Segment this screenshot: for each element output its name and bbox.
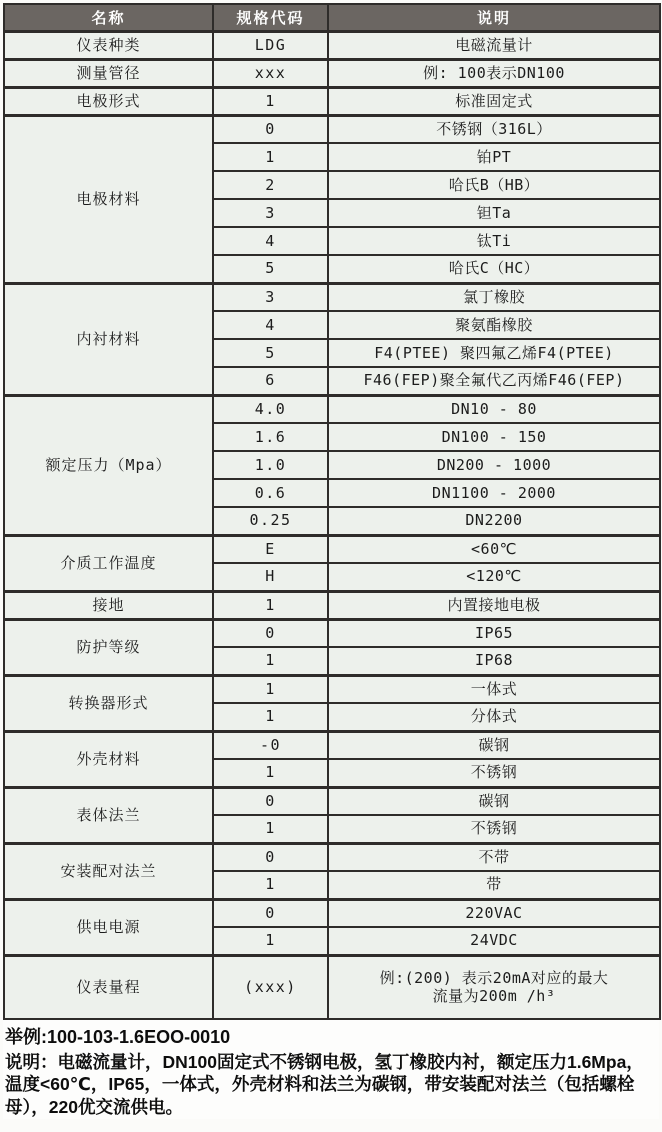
description-cell: 钽Ta — [328, 199, 660, 227]
table-row — [4, 619, 660, 647]
code-cell: 0 — [213, 843, 328, 871]
description-cell: 220VAC — [328, 899, 660, 927]
spec-table-header — [4, 4, 660, 31]
description-cell: F4(PTEE) 聚四氟乙烯F4(PTEE) — [328, 339, 660, 367]
table-row — [4, 115, 660, 143]
code-cell: 5 — [213, 255, 328, 283]
code-cell: 1 — [213, 87, 328, 115]
code-cell: 1.6 — [213, 423, 328, 451]
description-cell: 哈氏C（HC） — [328, 255, 660, 283]
description-cell: IP68 — [328, 647, 660, 675]
table-row — [4, 731, 660, 759]
group-name-cell: 电极材料 — [4, 115, 213, 283]
table-row — [4, 675, 660, 703]
group-name-cell: 防护等级 — [4, 619, 213, 675]
description-cell: 聚氨酯橡胶 — [328, 311, 660, 339]
description-cell: 不锈钢 — [328, 815, 660, 843]
description-cell: 标准固定式 — [328, 87, 660, 115]
code-cell: 0 — [213, 899, 328, 927]
group-name-cell: 接地 — [4, 591, 213, 619]
description-cell: DN10 - 80 — [328, 395, 660, 423]
group-name-cell: 表体法兰 — [4, 787, 213, 843]
description-cell: F46(FEP)聚全氟代乙丙烯F46(FEP) — [328, 367, 660, 395]
description-cell: 碳钢 — [328, 787, 660, 815]
code-cell: 1 — [213, 675, 328, 703]
group-name-cell: 供电电源 — [4, 899, 213, 955]
table-row — [4, 843, 660, 871]
table-row — [4, 955, 660, 1019]
code-cell: 1 — [213, 759, 328, 787]
description-cell: 铂PT — [328, 143, 660, 171]
code-cell: 1.0 — [213, 451, 328, 479]
description-cell: 钛Ti — [328, 227, 660, 255]
group-name-cell: 仪表种类 — [4, 31, 213, 59]
code-cell: 1 — [213, 591, 328, 619]
code-cell: 1 — [213, 703, 328, 731]
description-cell: 不带 — [328, 843, 660, 871]
code-cell: 0 — [213, 619, 328, 647]
code-cell: 6 — [213, 367, 328, 395]
description-cell: 分体式 — [328, 703, 660, 731]
description-cell: 一体式 — [328, 675, 660, 703]
code-cell: 4.0 — [213, 395, 328, 423]
table-row — [4, 899, 660, 927]
code-cell: 1 — [213, 143, 328, 171]
col-header-description: 说明 — [328, 4, 660, 31]
code-cell: 3 — [213, 199, 328, 227]
description-cell: <120℃ — [328, 563, 660, 591]
group-name-cell: 外壳材料 — [4, 731, 213, 787]
description-cell: DN200 - 1000 — [328, 451, 660, 479]
group-name-cell: 电极形式 — [4, 87, 213, 115]
group-name-cell: 安装配对法兰 — [4, 843, 213, 899]
code-cell: 1 — [213, 815, 328, 843]
description-cell: DN2200 — [328, 507, 660, 535]
code-cell: LDG — [213, 31, 328, 59]
spec-table-body — [4, 31, 660, 1019]
table-row — [4, 787, 660, 815]
code-cell: 0 — [213, 115, 328, 143]
description-cell: 带 — [328, 871, 660, 899]
code-cell: H — [213, 563, 328, 591]
description-cell: IP65 — [328, 619, 660, 647]
code-cell: 5 — [213, 339, 328, 367]
code-cell: 0.6 — [213, 479, 328, 507]
description-cell: 例:(200) 表示20mA对应的最大 流量为200m /h³ — [328, 955, 660, 1019]
col-header-code: 规格代码 — [213, 4, 328, 31]
code-cell: 3 — [213, 283, 328, 311]
group-name-cell: 仪表量程 — [4, 955, 213, 1019]
description-cell: 不锈钢 — [328, 759, 660, 787]
table-row — [4, 395, 660, 423]
code-cell: 1 — [213, 647, 328, 675]
group-name-cell: 转换器形式 — [4, 675, 213, 731]
group-name-cell: 额定压力（Mpa） — [4, 395, 213, 535]
description-cell: 哈氏B（HB） — [328, 171, 660, 199]
code-cell: E — [213, 535, 328, 563]
description-cell: 碳钢 — [328, 731, 660, 759]
description-cell: 内置接地电极 — [328, 591, 660, 619]
note-paragraph: 说明：电磁流量计，DN100固定式不锈钢电极，氢丁橡胶内衬，额定压力1.6Mpa，温度<60℃，IP65，一体式，外壳材料和法兰为碳钢，带安装配对法兰（包括螺栓母），220优交流供电。 — [5, 1051, 644, 1117]
code-cell: 2 — [213, 171, 328, 199]
footer-notes — [3, 1020, 659, 1119]
description-cell: 不锈钢（316L） — [328, 115, 660, 143]
description-cell: 电磁流量计 — [328, 31, 660, 59]
description-cell: <60℃ — [328, 535, 660, 563]
description-cell: 24VDC — [328, 927, 660, 955]
description-cell: 氯丁橡胶 — [328, 283, 660, 311]
group-name-cell: 内衬材料 — [4, 283, 213, 395]
code-cell: 0.25 — [213, 507, 328, 535]
code-cell: 0 — [213, 787, 328, 815]
code-cell: -0 — [213, 731, 328, 759]
table-row — [4, 31, 660, 59]
table-row — [4, 59, 660, 87]
col-header-name: 名称 — [4, 4, 213, 31]
spec-table — [3, 3, 661, 1020]
table-row — [4, 591, 660, 619]
group-name-cell: 介质工作温度 — [4, 535, 213, 591]
table-row — [4, 87, 660, 115]
description-cell: DN1100 - 2000 — [328, 479, 660, 507]
table-row — [4, 535, 660, 563]
code-cell: (xxx) — [213, 955, 328, 1019]
code-cell: 4 — [213, 227, 328, 255]
table-row — [4, 283, 660, 311]
description-cell: 例: 100表示DN100 — [328, 59, 660, 87]
code-cell: 1 — [213, 871, 328, 899]
header-row — [4, 4, 660, 31]
code-cell: 4 — [213, 311, 328, 339]
code-cell: 1 — [213, 927, 328, 955]
description-cell: DN100 - 150 — [328, 423, 660, 451]
example-code-line: 举例:100-103-1.6EOO-0010 — [5, 1027, 231, 1047]
code-cell: xxx — [213, 59, 328, 87]
group-name-cell: 测量管径 — [4, 59, 213, 87]
